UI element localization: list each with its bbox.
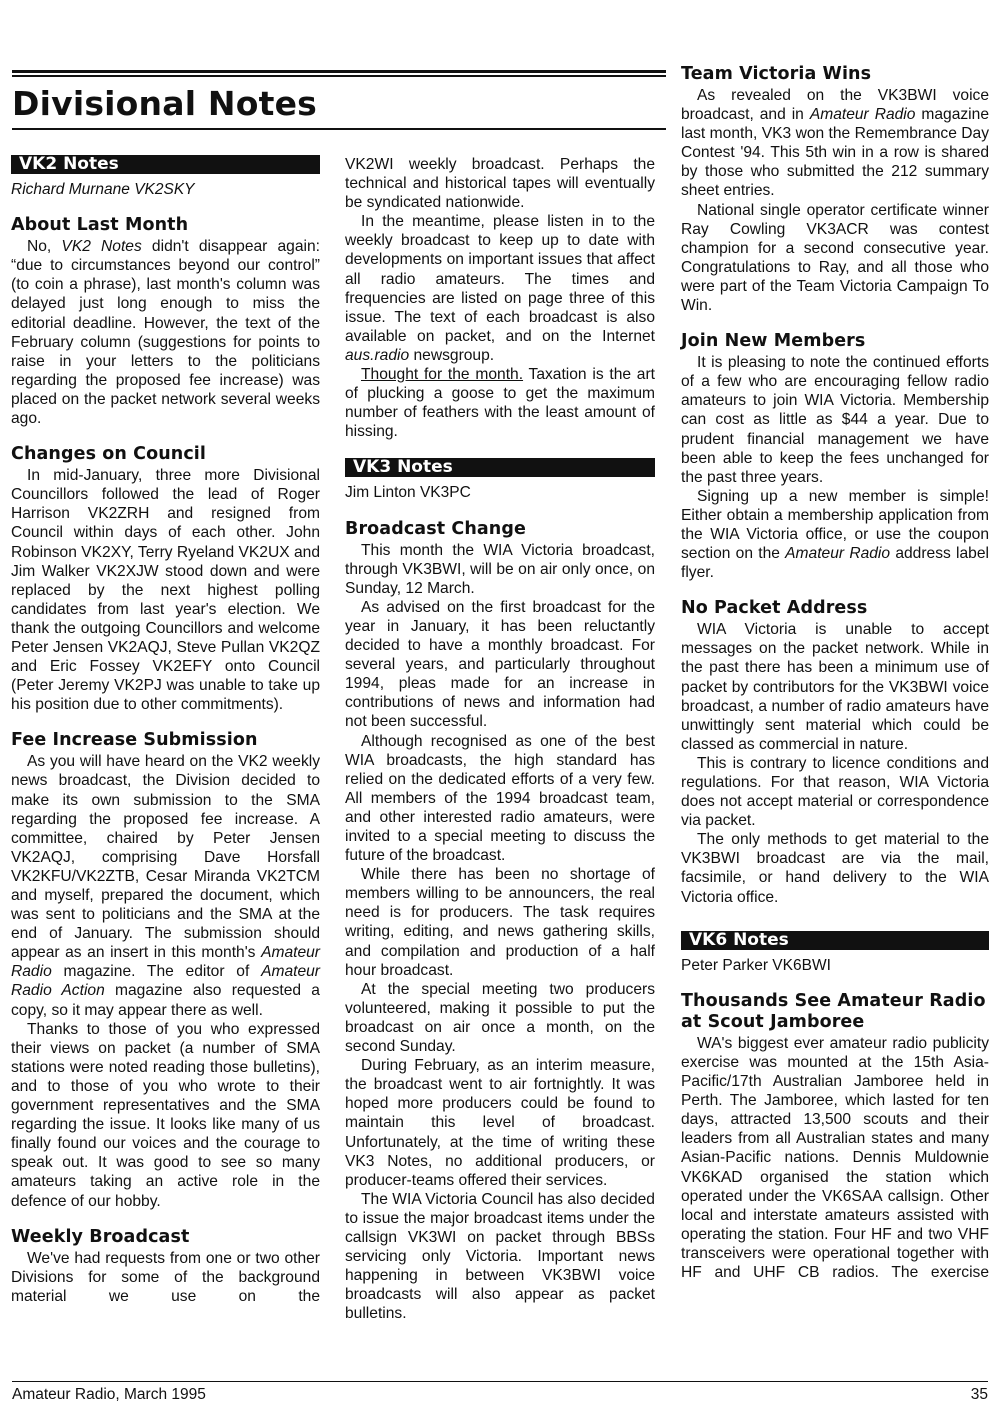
paragraph: As revealed on the VK3BWI voice broadcast, and in Amateur Radio magazine last month, VK3 won the Remembrance Day Contest '94. This 5th win in a row is shared by those who submitted the 212 summary sheet entries. [681,87,989,200]
paragraph: Thanks to those of you who expressed their views on packet (a number of SMA stations were noted reading those bulletins), and to those of you who wrote to their government representatives and the SMA regarding the issue. It looks like many of us finally found our voices and the courage to speak out. It was good to see so many amateurs taking an active role in the defence of our hobby. [11,1020,320,1210]
paragraph: Although recognised as one of the best WIA broadcasts, the high standard has relied on the dedicated efforts of a very few. All members of the 1994 broadcast team, and other interested radio amateurs, were invited to a special meeting to discuss the future of the broadcast. [345,732,655,865]
paragraph: Signing up a new member is simple! Either obtain a membership application from the WIA Victoria office, or use the coupon section on the Amateur Radio address label flyer. [681,487,989,582]
footer-publication: Amateur Radio, March 1995 [12,1386,206,1403]
paragraph: Thought for the month. Taxation is the art of plucking a goose to get the maximum number of feathers with the least amount of hissing. [345,366,656,441]
vk6-byline: Peter Parker VK6BWI [681,956,831,974]
section-heading: Broadcast Change [345,518,526,539]
column-3 [681,64,989,1282]
section-heading: Weekly Broadcast [11,1226,190,1247]
paragraph: This month the WIA Victoria broadcast, through VK3BWI, will be on air only once, on Sunday, 12 March. [345,541,655,597]
header-rule-top [12,70,666,73]
vk3-byline: Jim Linton VK3PC [345,484,471,502]
vk6-notes-banner: VK6 Notes [681,931,989,950]
paragraph: While there has been no shortage of members willing to be announcers, the real need is for producers. The task requires writing, editing, and news gathering skills, and compilation and production of a half hour broadcast. [345,866,655,979]
title-underline [12,128,666,130]
paragraph: The only methods to get material to the VK3BWI broadcast are via the mail, facsimile, or hand delivery to the WIA Victoria office. [681,831,989,906]
paragraph: No, VK2 Notes didn't disappear again: “due to circumstances beyond our control” (to coin a phrase), last month's column was delayed just long enough to miss the editorial deadline. However, the text of the February column (suggestions for points to raise in your letters to the politicians regarding the proposed fee increase) was placed on the packet network several weeks ago. [11,238,320,428]
section-heading: Thousands See Amateur Radio at Scout Jamboree [681,990,986,1032]
paragraph: It is pleasing to note the continued efforts of a few who are encouraging fellow radio amateurs to join WIA Victoria. Membership can cost as little as $44 a year. Due to prudent financial management we have been able to keep the fees unchanged for the past three years. [681,354,989,486]
vk2-byline: Richard Murnane VK2SKY [11,181,195,198]
vk3-notes-banner: VK3 Notes [345,458,655,477]
column-1 [11,155,320,1306]
section-heading: Join New Members [681,331,866,352]
footer-rule [12,1381,988,1382]
paragraph: The WIA Victoria Council has also decided to issue the major broadcast items under the callsign VK3WI on packet through BBSs servicing only Victoria. Important news happening in between VK3BWI voice broadcasts will also appear as packet bulletins. [345,1190,655,1323]
section-heading: Changes on Council [11,444,207,465]
paragraph: As advised on the first broadcast for the year in January, it has been reluctantly decided to have a monthly broadcast. For several years, and particularly throughout 1994, pleas made for an increase in contributions of news and information had not been successful. [345,598,655,731]
paragraph: This is contrary to licence conditions and regulations. For that reason, WIA Victoria does not accept material or correspondence via packet. [681,754,989,830]
paragraph: During February, as an interim measure, the broadcast went to air fortnightly. It was hoped more producers could be found to maintain this level of broadcast. Unfortunately, at the time of writing these VK3 Notes, no additional producers, or producer-teams offered their services. [345,1057,655,1189]
column-2 [345,155,655,1323]
paragraph: VK2WI weekly broadcast. Perhaps the technical and historical tapes will eventually be syndicated nationwide. [345,156,655,212]
section-heading: About Last Month [11,215,189,236]
vk2-notes-banner: VK2 Notes [11,155,320,174]
paragraph: As you will have heard on the VK2 weekly news broadcast, the Division decided to make its own submission to the SMA regarding the proposed fee increase. A committee, chaired by Peter Jensen VK2AQJ, comprising Dave Horsfall VK2KFU/VK2ZTB, Cesar Miranda VK2TCM and myself, prepared the document, which was sent to politicians and the SMA at the end of January. The submission should appear as an insert in this month's Amateur Radio magazine. The editor of Amateur Radio Action magazine also requested a copy, so it may appear there as well. [11,753,320,1019]
section-heading: Fee Increase Submission [11,730,258,751]
paragraph: WIA Victoria is unable to accept messages on the packet network. While in the past there has been a minimum use of packet by contributors for the VK3BWI voice broadcast, a number of radio amateurs have unwittingly sent material which could be classed as commercial in nature. [681,621,989,753]
paragraph: We've had requests from one or two other Divisions for some of the background material we use on the [11,1249,320,1305]
paragraph: In the meantime, please listen in to the weekly broadcast to keep up to date with developments on important issues that affect all radio amateurs. The times and frequencies are listed on page three of this issue. The text of each broadcast is also available on packet, and on the Internet aus.radio newsgroup. [345,213,655,364]
paragraph: In mid-January, three more Divisional Councillors followed the lead of Roger Harrison VK2ZRH and resigned from Council within days of each other. John Robinson VK2XY, Terry Ryeland VK2UX and Jim Walker VK2XJW stood down and were replaced by the next highest polling candidates from last year's election. We thank the outgoing Councillors and welcome Peter Jensen VK2AQJ, Steve Pullan VK2QZ and Eric Fossey VK2EFY onto Council (Peter Jeremy VK2PJ was unable to take up his position due to other commitments). [11,467,320,714]
section-heading: No Packet Address [681,598,868,619]
paragraph: National single operator certificate winner Ray Cowling VK3ACR was contest champion for a second consecutive year. Congratulations to Ray, and all those who were part of the Team Victoria Campaign To Win. [681,201,989,315]
paragraph: At the special meeting two producers volunteered, making it possible to put the broadcast on air once a month, on the second Sunday. [345,980,655,1056]
paragraph: WA's biggest ever amateur radio publicity exercise was mounted at the 15th Asia-Pacific/17th Australian Jamboree held in Perth. The Jamboree, which lasted for ten days, attracted 13,500 scouts and their leaders from all Australian states and many Asian-Pacific nations. Dennis Muldownie VK6KAD organised the station which operated under the VK6SAA callsign. Other local and interstate amateurs assisted with operating the station. Four HF and two VHF transceivers were operational together with HF and UHF CB radios. The exercise [681,1034,989,1281]
header-rule-bottom [12,75,666,77]
page-title: Divisional Notes [12,84,318,123]
section-heading: Team Victoria Wins [681,64,872,84]
footer-page-number: 35 [970,1386,988,1403]
